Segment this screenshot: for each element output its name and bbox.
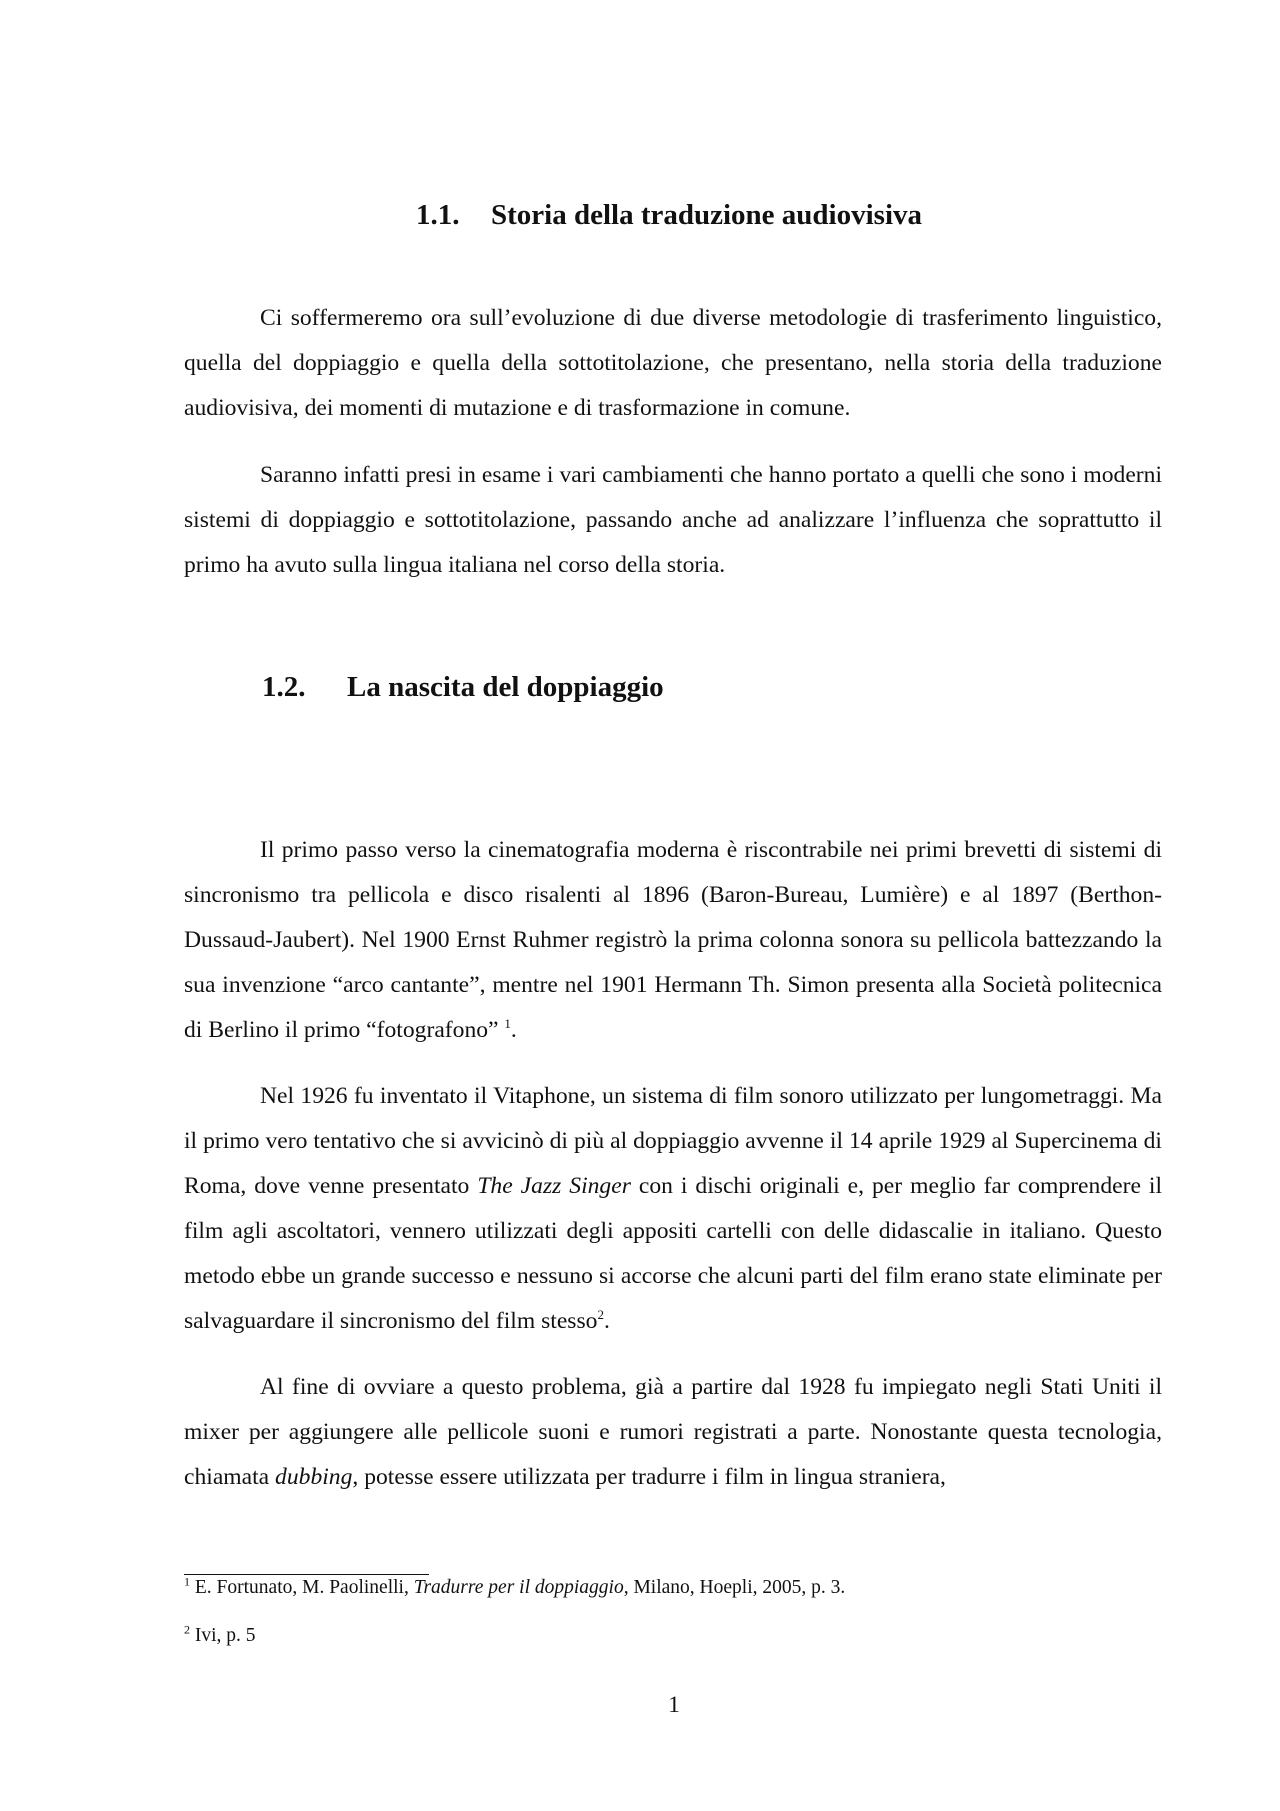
section-number: 1.2. [262,671,306,703]
paragraph [184,828,1162,1053]
book-title: Tradurre per il doppiaggio [413,1577,624,1598]
paragraph-text: Il primo passo verso la cinematografia moderna è riscontrabile nei primi brevetti di sistemi di sincronismo tra pellicola e disco risalenti al 1896 (Baron-Bureau, Lumière) e al 1897 (Berthon-Dussaud-Jaubert). Nel 1900 Ernst Ruhmer registrò la prima colonna sonora su pellicola battezzando la sua invenzione “arco cantante”, mentre nel 1901 Hermann Th. Simon presenta alla Società politecnica di Berlino il primo “fotografono” [184,837,1162,1043]
section-heading-1-1 [416,197,922,233]
paragraph [184,1074,1162,1344]
paragraph-text: Al fine di ovviare a questo problema, già a partire dal 1928 fu impiegato negli Stati Uniti il mixer per aggiungere alle pellicole suoni e rumori registrati a parte. Nonostante questa tecnologia, chiamata [184,1374,1162,1490]
footnote-reference[interactable]: 1 [504,1016,511,1032]
film-title: The Jazz Singer [477,1173,631,1199]
italic-term: dubbing [275,1464,353,1490]
paragraph-text: con i dischi originali e, per meglio far comprendere il film agli ascoltatori, vennero utilizzati degli appositi cartelli con delle didascalie in italiano. Questo metodo ebbe un grande successo e nessuno si accorse che alcuni parti del film erano state eliminate per salvaguardare il sincronismo del film stesso [184,1173,1162,1334]
section-number: 1.1. [416,199,460,231]
section-heading-1-2 [262,669,664,705]
footnote-marker: 1 [184,1574,190,1589]
paragraph: Ci soffermeremo ora sull’evoluzione di due diverse metodologie di trasferimento linguistico, quella del doppiaggio e quella della sottotitolazione, che presentano, nella storia della traduzione audiovisiva, dei momenti di mutazione e di trasformazione in comune. [184,305,1162,421]
paragraph: Saranno infatti presi in esame i vari cambiamenti che hanno portato a quelli che sono i moderni sistemi di doppiaggio e sottotitolazione, passando anche ad analizzare l’influenza che soprattutto il primo ha avuto sulla lingua italiana nel corso della storia. [184,462,1162,578]
footnote-2 [184,1624,256,1648]
section-title: Storia della traduzione audiovisiva [491,199,923,231]
section-title: La nascita del doppiaggio [347,671,664,703]
footnote-marker: 2 [184,1622,190,1637]
footnote-reference[interactable]: 2 [597,1307,604,1323]
paragraph-end: . [510,1017,517,1043]
footnote-text: Ivi, p. 5 [190,1625,256,1646]
footnote-1 [184,1576,845,1600]
section-1-2-body [184,828,1162,1500]
footnote-text: E. Fortunato, M. Paolinelli, [190,1577,414,1598]
paragraph-text: Nel 1926 fu inventato il Vitaphone, un sistema di film sonoro utilizzato per lungometraggi. Ma il primo vero tentativo che si avvicinò di più al doppiaggio avvenne il 14 aprile 1929 al Supercinema di Roma, dove venne presentato [184,1083,1162,1199]
footnote-text: , Milano, Hoepli, 2005, p. 3. [623,1577,846,1598]
page-number: 1 [668,1692,680,1718]
footnote-separator [184,1574,429,1575]
section-1-1-body [184,296,1162,588]
paragraph [184,1365,1162,1500]
paragraph-text: , potesse essere utilizzata per tradurre i film in lingua straniera, [352,1464,946,1490]
paragraph-end: . [603,1308,610,1334]
